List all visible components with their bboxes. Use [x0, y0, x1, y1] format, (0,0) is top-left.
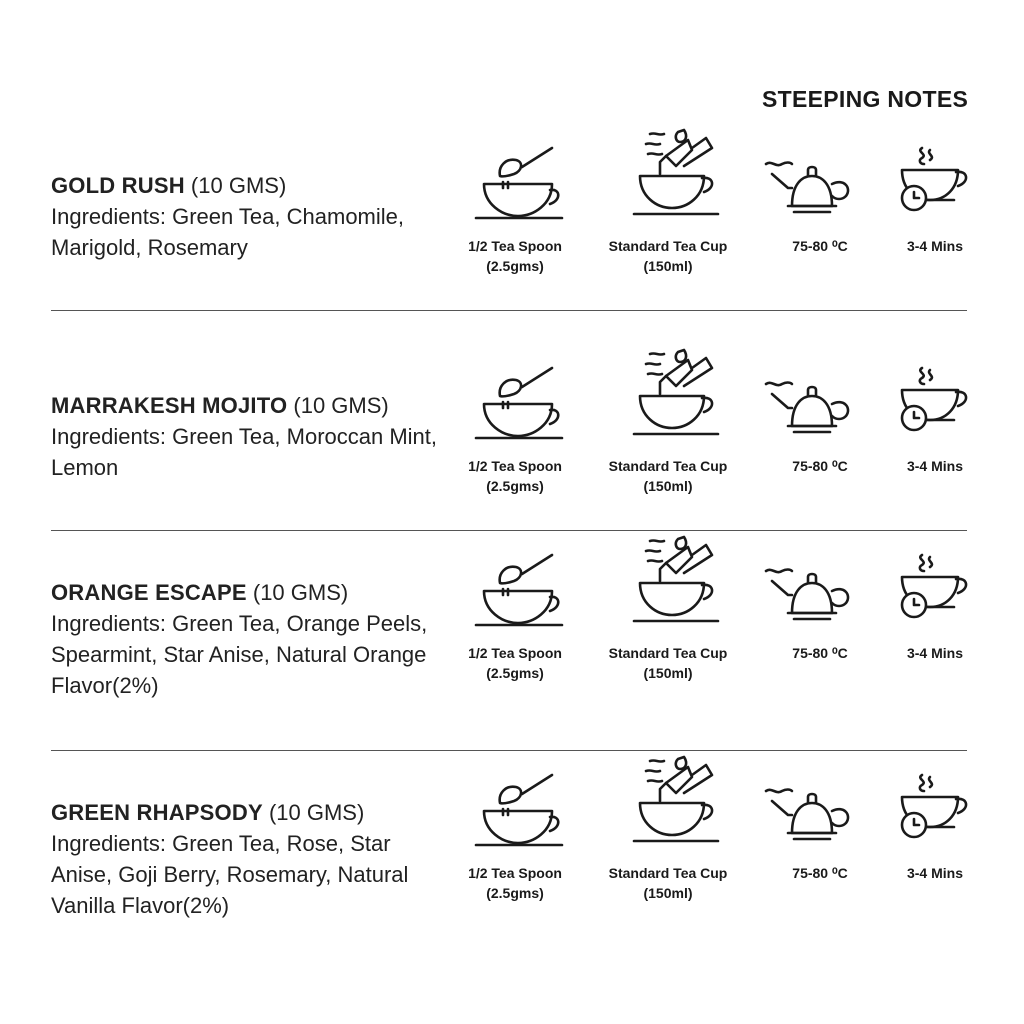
cup-clock-icon — [892, 146, 978, 216]
amount-label — [455, 643, 575, 683]
teapot-icon — [762, 154, 858, 216]
temperature-value: 75-80 ⁰C — [792, 458, 848, 474]
tea-weight: (10 GMS) — [262, 800, 365, 825]
tea-info — [51, 170, 451, 263]
tea-row — [0, 797, 1024, 957]
tea-row — [0, 170, 1024, 330]
tea-name: GREEN RHAPSODY — [51, 800, 263, 825]
cup-label — [598, 863, 738, 903]
tea-ingredients: Ingredients: Green Tea, Moroccan Mint, Lemon — [51, 424, 438, 480]
tea-weight: (10 GMS) — [184, 173, 287, 198]
cup-label — [598, 236, 738, 276]
temperature-label — [770, 456, 870, 476]
amount-label — [455, 863, 575, 903]
tea-name: ORANGE ESCAPE — [51, 580, 247, 605]
teaspoon-cup-icon — [470, 765, 560, 845]
row-divider — [51, 750, 967, 751]
cup-clock-icon — [892, 773, 978, 843]
teapot-icon — [762, 781, 858, 843]
time-label — [885, 456, 985, 476]
time-value: 3-4 Mins — [906, 458, 963, 474]
cup-clock-icon — [892, 366, 978, 436]
tea-name: GOLD RUSH — [51, 173, 185, 198]
cup-label — [598, 643, 738, 683]
cup-line1: Standard Tea Cup — [608, 865, 728, 881]
temperature-value: 75-80 ⁰C — [792, 865, 848, 881]
temperature-value: 75-80 ⁰C — [792, 238, 848, 254]
tea-info — [51, 577, 451, 701]
amount-line1: 1/2 Tea Spoon — [468, 645, 562, 661]
amount-line2: (2.5gms) — [486, 885, 544, 901]
time-value: 3-4 Mins — [906, 238, 963, 254]
cup-line1: Standard Tea Cup — [608, 458, 728, 474]
teapot-icon — [762, 561, 858, 623]
pour-cup-icon — [632, 753, 722, 843]
temperature-label — [770, 863, 870, 883]
tea-ingredients: Ingredients: Green Tea, Orange Peels, Spearmint, Star Anise, Natural Orange Flavor(2%) — [51, 611, 428, 698]
time-value: 3-4 Mins — [906, 865, 963, 881]
amount-line2: (2.5gms) — [486, 478, 544, 494]
teaspoon-cup-icon — [470, 358, 560, 438]
tea-info — [51, 390, 451, 483]
time-label — [885, 863, 985, 883]
cup-clock-icon — [892, 553, 978, 623]
pour-cup-icon — [632, 346, 722, 436]
tea-row — [0, 577, 1024, 737]
time-label — [885, 643, 985, 663]
teapot-icon — [762, 374, 858, 436]
tea-info — [51, 797, 451, 921]
tea-weight: (10 GMS) — [287, 393, 389, 418]
amount-line2: (2.5gms) — [486, 665, 544, 681]
time-value: 3-4 Mins — [906, 645, 963, 661]
temperature-label — [770, 236, 870, 256]
tea-name: MARRAKESH MOJITO — [51, 393, 288, 418]
amount-line1: 1/2 Tea Spoon — [468, 865, 562, 881]
teaspoon-cup-icon — [470, 138, 560, 218]
cup-line2: (150ml) — [643, 665, 693, 681]
tea-row — [0, 390, 1024, 550]
cup-line1: Standard Tea Cup — [608, 238, 728, 254]
teaspoon-cup-icon — [470, 545, 560, 625]
pour-cup-icon — [632, 126, 722, 216]
cup-label — [598, 456, 738, 496]
amount-line1: 1/2 Tea Spoon — [468, 458, 562, 474]
row-divider — [51, 310, 967, 311]
tea-weight: (10 GMS) — [246, 580, 349, 605]
pour-cup-icon — [632, 533, 722, 623]
tea-ingredients: Ingredients: Green Tea, Chamomile, Marigold, Rosemary — [51, 204, 404, 260]
amount-label — [455, 456, 575, 496]
cup-line2: (150ml) — [643, 885, 693, 901]
tea-ingredients: Ingredients: Green Tea, Rose, Star Anise, Goji Berry, Rosemary, Natural Vanilla Flavor(2%) — [51, 831, 409, 918]
amount-label — [455, 236, 575, 276]
temperature-label — [770, 643, 870, 663]
cup-line2: (150ml) — [643, 258, 693, 274]
time-label — [885, 236, 985, 256]
cup-line1: Standard Tea Cup — [608, 645, 728, 661]
amount-line2: (2.5gms) — [486, 258, 544, 274]
amount-line1: 1/2 Tea Spoon — [468, 238, 562, 254]
cup-line2: (150ml) — [643, 478, 693, 494]
temperature-value: 75-80 ⁰C — [792, 645, 848, 661]
row-divider — [51, 530, 967, 531]
steeping-notes-heading: STEEPING NOTES — [762, 86, 969, 112]
